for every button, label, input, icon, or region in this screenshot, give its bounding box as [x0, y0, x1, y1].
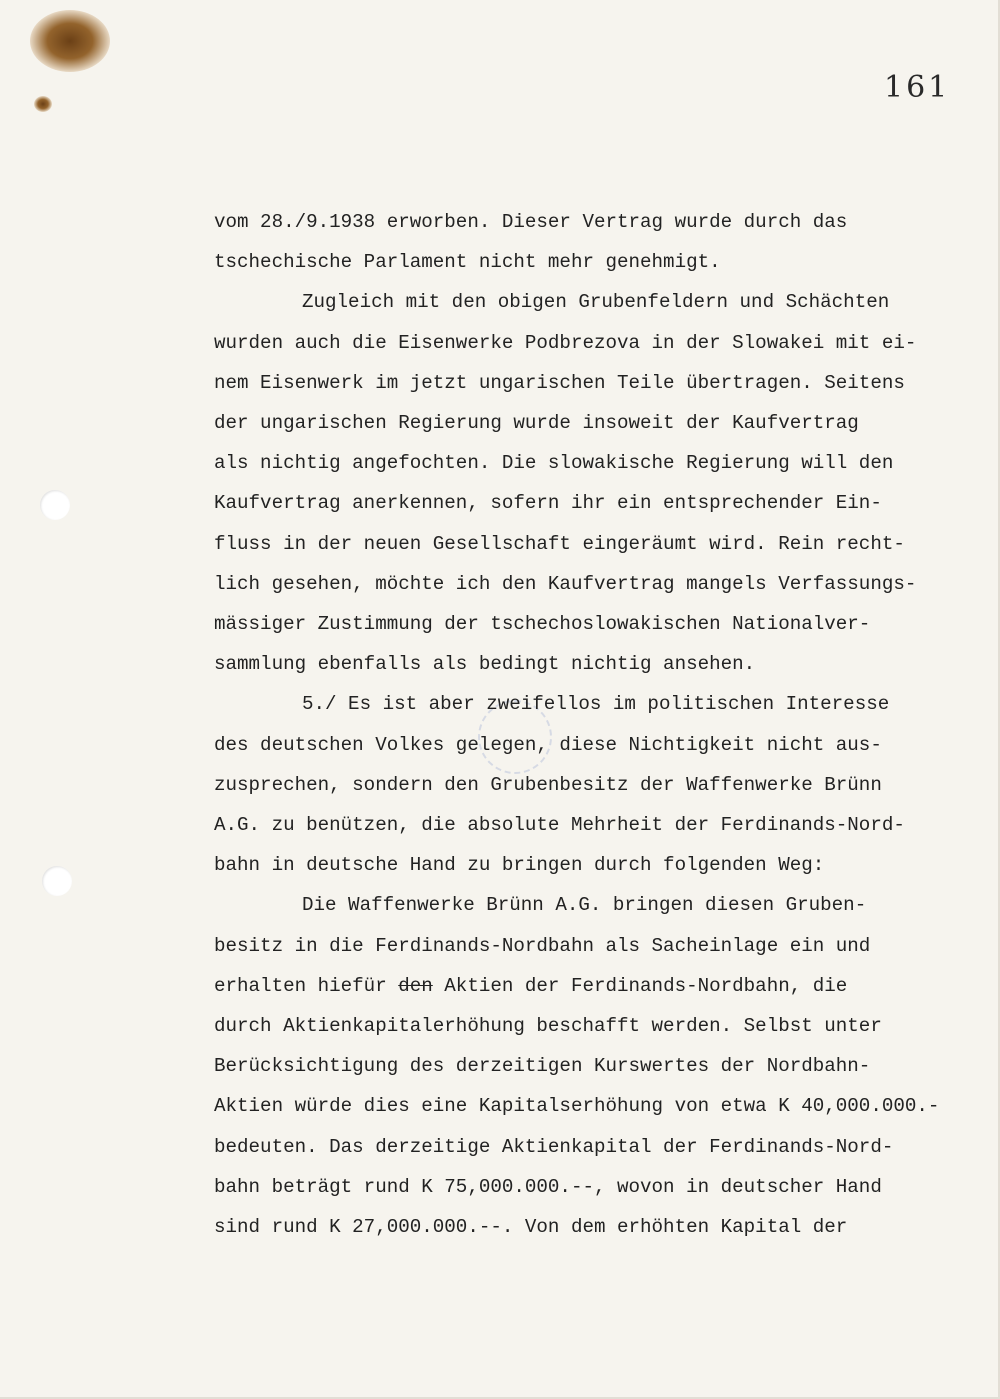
paragraph-start-line: 5./ Es ist aber zweifellos im politischen Interesse	[302, 693, 890, 716]
text-line: Kaufvertrag anerkennen, sofern ihr ein entsprechender Ein-	[214, 492, 882, 515]
text-line: Aktien würde dies eine Kapitalserhöhung von etwa K 40,000.000.-	[214, 1095, 940, 1118]
paragraph-start-line: Zugleich mit den obigen Grubenfeldern und Schächten	[302, 291, 890, 314]
text-line: besitz in die Ferdinands-Nordbahn als Sacheinlage ein und	[214, 934, 871, 957]
burn-stain	[30, 10, 110, 72]
text-line: zusprechen, sondern den Grubenbesitz der Waffenwerke Brünn	[214, 773, 882, 796]
text-line: lich gesehen, möchte ich den Kaufvertrag mangels Verfassungs-	[214, 572, 917, 595]
punch-hole-lower	[42, 866, 72, 896]
text-line: bahn in deutsche Hand zu bringen durch folgenden Weg:	[214, 854, 825, 877]
text-line: sammlung ebenfalls als bedingt nichtig ansehen.	[214, 653, 756, 676]
text-line: der ungarischen Regierung wurde insoweit der Kaufvertrag	[214, 412, 859, 435]
letter-body	[214, 202, 974, 1247]
paragraph-start-line: Die Waffenwerke Brünn A.G. bringen diesen Gruben-	[302, 894, 867, 917]
text-line: als nichtig angefochten. Die slowakische Regierung will den	[214, 452, 894, 475]
page-number: 161	[884, 70, 951, 105]
text-line: vom 28./9.1938 erworben. Dieser Vertrag wurde durch das	[214, 211, 848, 233]
text-line: sind rund K 27,000.000.--. Von dem erhöhten Kapital der	[214, 1216, 848, 1239]
text-line: Berücksichtigung des derzeitigen Kurswertes der Nordbahn-	[214, 1055, 871, 1078]
text-line-with-strikeout	[214, 966, 974, 1006]
text-line: nem Eisenwerk im jetzt ungarischen Teile übertragen. Seitens	[214, 371, 905, 394]
burn-stain-small	[34, 96, 52, 112]
text-line: des deutschen Volkes gelegen, diese Nichtigkeit nicht aus-	[214, 733, 882, 756]
text-line: bedeuten. Das derzeitige Aktienkapital der Ferdinands-Nord-	[214, 1135, 894, 1158]
text-line: wurden auch die Eisenwerke Podbrezova in der Slowakei mit ei-	[214, 331, 917, 354]
text-line: durch Aktienkapitalerhöhung beschafft werden. Selbst unter	[214, 1015, 882, 1038]
text-line: tschechische Parlament nicht mehr genehmigt.	[214, 251, 721, 274]
punch-hole-upper	[40, 490, 70, 520]
struck-word: den	[398, 974, 433, 997]
text-line: fluss in der neuen Gesellschaft eingeräumt wird. Rein recht-	[214, 532, 905, 555]
text-line: A.G. zu benützen, die absolute Mehrheit der Ferdinands-Nord-	[214, 814, 905, 837]
text-segment: erhalten hiefür	[214, 974, 399, 997]
text-line: mässiger Zustimmung der tschechoslowakischen Nationalver-	[214, 613, 871, 636]
text-line: bahn beträgt rund K 75,000.000.--, wovon in deutscher Hand	[214, 1175, 882, 1198]
text-segment: Aktien der Ferdinands-Nordbahn, die	[432, 974, 848, 997]
